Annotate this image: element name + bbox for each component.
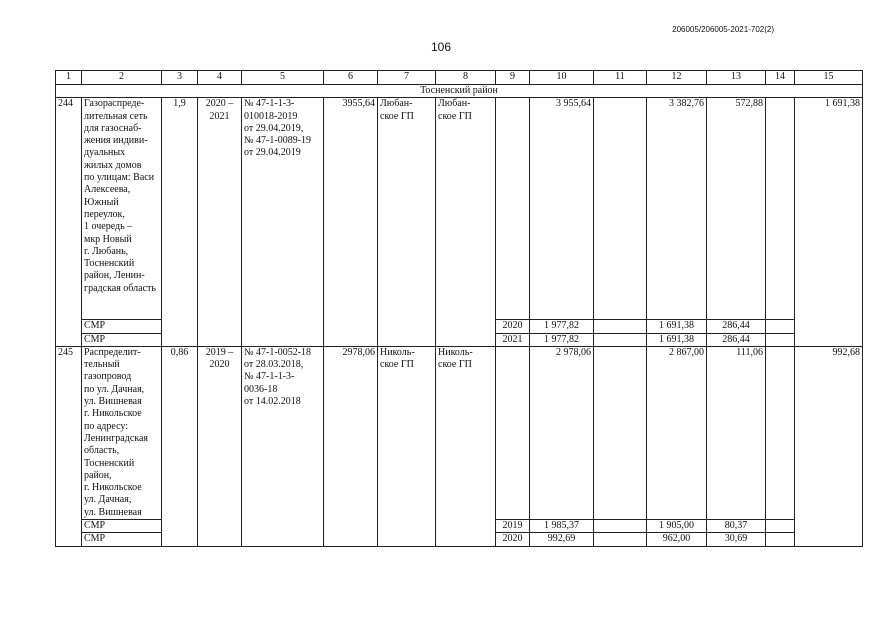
empty-cell (594, 333, 647, 346)
col15-value: 1 691,38 (795, 98, 863, 347)
column-header: 15 (795, 71, 863, 85)
period-value: 2019 – 2020 (198, 346, 242, 546)
local-value: 286,44 (707, 320, 766, 333)
cost-value: 3955,64 (324, 98, 378, 347)
work-type: СМР (82, 520, 162, 533)
total-value: 1 977,82 (530, 320, 594, 333)
empty-cell (766, 346, 795, 519)
column-number-row (56, 71, 863, 85)
length-value: 1,9 (162, 98, 198, 347)
fund-value: 3 382,76 (647, 98, 707, 320)
object-name: Распределит- тельный газопровод по ул. Дачная, ул. Вишневая г. Никольское по адресу: Ленинградская область, Тосненский район, г. Никольское ул. Дачная, ул. Вишневая (82, 346, 162, 519)
permit-info: № 47-1-0052-18 от 28.03.2018, № 47-1-1-3- 0036-18 от 14.02.2018 (242, 346, 324, 546)
cost-value: 2978,06 (324, 346, 378, 546)
fund-value: 1 691,38 (647, 333, 707, 346)
empty-cell (594, 98, 647, 320)
column-header: 1 (56, 71, 82, 85)
empty-cell (766, 520, 795, 533)
entry-number: 245 (56, 346, 82, 546)
local-value: 80,37 (707, 520, 766, 533)
column-header: 9 (496, 71, 530, 85)
empty-cell (766, 320, 795, 333)
investment-table (55, 70, 863, 547)
owner-value: Любан- ское ГП (436, 98, 496, 347)
customer-value: Николь- ское ГП (378, 346, 436, 546)
year-cell (496, 346, 530, 519)
total-value: 992,69 (530, 533, 594, 546)
object-name: Газораспреде- лительная сеть для газоснаб- жения индиви- дуальных жилых домов по улицам: Васи Алексеева, Южный переулок, 1 очередь – мкр Новый г. Любань, Тосненский район, Ленин- градская область (82, 98, 162, 320)
local-value: 286,44 (707, 333, 766, 346)
local-value: 111,06 (707, 346, 766, 519)
region-row (56, 85, 863, 98)
column-header: 13 (707, 71, 766, 85)
year-cell: 2021 (496, 333, 530, 346)
column-header: 3 (162, 71, 198, 85)
entry-number: 244 (56, 98, 82, 347)
col15-value: 992,68 (795, 346, 863, 546)
page-number: 106 (430, 40, 452, 54)
document-id: 206005/206005-2021-702(2) (672, 25, 774, 34)
table-row (56, 346, 863, 519)
column-header: 4 (198, 71, 242, 85)
fund-value: 1 905,00 (647, 520, 707, 533)
total-value: 1 977,82 (530, 333, 594, 346)
column-header: 12 (647, 71, 707, 85)
period-value: 2020 – 2021 (198, 98, 242, 347)
local-value: 30,69 (707, 533, 766, 546)
fund-value: 962,00 (647, 533, 707, 546)
work-type: СМР (82, 320, 162, 333)
column-header: 2 (82, 71, 162, 85)
fund-value: 2 867,00 (647, 346, 707, 519)
customer-value: Любан- ское ГП (378, 98, 436, 347)
table-row (56, 98, 863, 320)
empty-cell (766, 333, 795, 346)
permit-info: № 47-1-1-3- 010018-2019 от 29.04.2019, № 47-1-0089-19 от 29.04.2019 (242, 98, 324, 347)
column-header: 14 (766, 71, 795, 85)
fund-value: 1 691,38 (647, 320, 707, 333)
year-cell: 2019 (496, 520, 530, 533)
empty-cell (594, 533, 647, 546)
owner-value: Николь- ское ГП (436, 346, 496, 546)
empty-cell (594, 520, 647, 533)
local-value: 572,88 (707, 98, 766, 320)
total-value: 2 978,06 (530, 346, 594, 519)
empty-cell (766, 98, 795, 320)
column-header: 6 (324, 71, 378, 85)
column-header: 10 (530, 71, 594, 85)
work-type: СМР (82, 533, 162, 546)
column-header: 11 (594, 71, 647, 85)
column-header: 5 (242, 71, 324, 85)
column-header: 8 (436, 71, 496, 85)
year-cell (496, 98, 530, 320)
work-type: СМР (82, 333, 162, 346)
year-cell: 2020 (496, 533, 530, 546)
empty-cell (594, 320, 647, 333)
length-value: 0,86 (162, 346, 198, 546)
year-cell: 2020 (496, 320, 530, 333)
empty-cell (594, 346, 647, 519)
empty-cell (766, 533, 795, 546)
total-value: 3 955,64 (530, 98, 594, 320)
column-header: 7 (378, 71, 436, 85)
region-name: Тосненский район (56, 85, 863, 98)
total-value: 1 985,37 (530, 520, 594, 533)
